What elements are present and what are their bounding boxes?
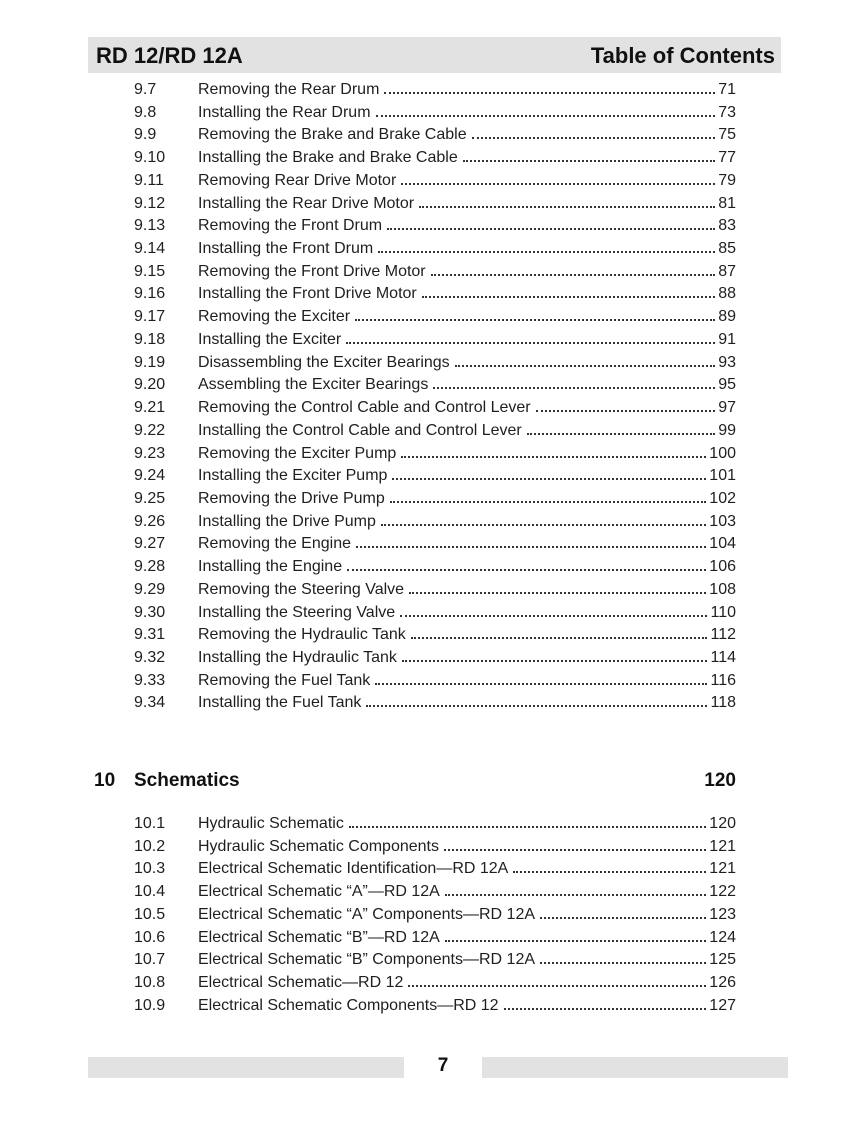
toc-entry-number: 10.7: [134, 951, 166, 969]
dot-leader: [401, 183, 715, 185]
toc-entry-number: 9.25: [134, 489, 166, 507]
toc-entry-title: Electrical Schematic—RD 12: [198, 974, 404, 992]
toc-entry-title: Removing the Exciter Pump: [198, 444, 397, 462]
dot-leader: [463, 160, 715, 162]
toc-entry-title: Installing the Drive Pump: [198, 512, 376, 530]
toc-entry-title: Installing the Hydraulic Tank: [198, 649, 397, 666]
toc-entry-number: 9.30: [134, 603, 166, 621]
toc-entry-title: Removing the Brake and Brake Cable: [198, 126, 467, 144]
toc-entry-title: Installing the Fuel Tank: [198, 694, 362, 712]
toc-entry-title: Removing the Front Drive Motor: [198, 262, 426, 280]
toc-entry-page: 71: [718, 81, 736, 98]
toc-entry[interactable]: [134, 102, 736, 124]
dot-leader: [392, 478, 706, 480]
toc-entry[interactable]: [134, 858, 736, 880]
toc-entry-page: 87: [718, 262, 736, 280]
toc-entry-page: 122: [709, 883, 736, 901]
dot-leader: [419, 206, 715, 208]
toc-entry-title: Electrical Schematic “A”—RD 12A: [198, 883, 440, 901]
chapter-page: 120: [704, 770, 736, 791]
dot-leader: [408, 985, 706, 987]
toc-entry-title: Installing the Rear Drive Motor: [198, 194, 415, 212]
header-bar: [88, 37, 781, 73]
toc-entry[interactable]: [134, 692, 736, 714]
toc-entry-title: Assembling the Exciter Bearings: [198, 376, 429, 394]
toc-entry-number: 9.8: [134, 103, 157, 121]
toc-entry[interactable]: [134, 533, 736, 555]
toc-entry-page: 118: [710, 694, 736, 712]
dot-leader: [472, 137, 716, 139]
dot-leader: [455, 365, 716, 367]
toc-entry-number: 10.9: [134, 996, 166, 1014]
dot-leader: [431, 274, 716, 276]
toc-entry[interactable]: [134, 904, 736, 926]
toc-entry-title: Installing the Exciter: [198, 330, 342, 348]
toc-entry-number: 9.14: [134, 240, 166, 258]
toc-entry-title: Installing the Exciter Pump: [198, 467, 388, 485]
toc-entry[interactable]: [134, 124, 736, 146]
toc-entry[interactable]: [134, 579, 736, 601]
toc-entry-number: 9.9: [134, 126, 157, 144]
toc-entry-number: 9.29: [134, 580, 166, 598]
toc-entry[interactable]: [134, 602, 736, 624]
toc-entry[interactable]: [134, 238, 736, 260]
toc-entry-title: Installing the Brake and Brake Cable: [198, 149, 458, 167]
toc-entry-title: Electrical Schematic Identification—RD 12A: [198, 860, 509, 878]
toc-entry-title: Removing Rear Drive Motor: [198, 171, 397, 189]
toc-entry-number: 10.2: [134, 837, 166, 855]
toc-entry[interactable]: [134, 170, 736, 192]
toc-entry-page: 120: [709, 815, 736, 832]
dot-leader: [356, 546, 706, 548]
toc-entry-title: Installing the Steering Valve: [198, 603, 396, 621]
toc-entry-title: Installing the Control Cable and Control Lever: [198, 421, 522, 439]
toc-entry-title: Removing the Engine: [198, 535, 351, 553]
toc-entry-title: Removing the Control Cable and Control Lever: [198, 399, 531, 417]
toc-entry-page: 93: [718, 353, 736, 371]
toc-entry-number: 9.10: [134, 149, 166, 167]
toc-entry-page: 114: [710, 649, 736, 666]
toc-entry-title: Disassembling the Exciter Bearings: [198, 353, 450, 371]
toc-entry[interactable]: [134, 836, 736, 858]
toc-entry-page: 104: [709, 535, 736, 553]
toc-entry-number: 10.8: [134, 974, 166, 992]
dot-leader: [411, 637, 708, 639]
toc-entry-title: Removing the Drive Pump: [198, 489, 385, 507]
toc-entry-page: 85: [718, 240, 736, 258]
toc-entry-title: Removing the Front Drum: [198, 217, 383, 235]
toc-entry-number: 10.5: [134, 905, 166, 923]
toc-entry-title: Removing the Steering Valve: [198, 580, 405, 598]
chapter-heading[interactable]: [94, 768, 736, 794]
toc-entry-number: 10.4: [134, 883, 166, 901]
page-number: 7: [437, 1055, 449, 1076]
dot-leader: [422, 296, 715, 298]
chapter-title: Schematics: [134, 770, 240, 791]
toc-entry[interactable]: [134, 881, 736, 903]
toc-entry[interactable]: [134, 329, 736, 351]
dot-leader: [409, 592, 706, 594]
toc-entry-title: Electrical Schematic “B”—RD 12A: [198, 928, 440, 946]
toc-entry[interactable]: [134, 193, 736, 215]
dot-leader: [433, 387, 715, 389]
toc-entry[interactable]: [134, 927, 736, 949]
dot-leader: [375, 683, 707, 685]
toc-entry-title: Hydraulic Schematic Components: [198, 837, 439, 855]
dot-leader: [536, 410, 716, 412]
toc-entry-page: 77: [718, 149, 736, 167]
toc-entry-page: 123: [709, 905, 736, 923]
toc-entry[interactable]: [134, 670, 736, 692]
toc-entry-number: 10.1: [134, 815, 166, 832]
toc-entry-page: 99: [718, 421, 736, 439]
dot-leader: [402, 660, 708, 662]
footer-bar-right: [482, 1057, 788, 1078]
toc-entry-number: 9.7: [134, 81, 157, 98]
dot-leader: [540, 962, 706, 964]
toc-entry-number: 10.6: [134, 928, 166, 946]
toc-entry-number: 9.20: [134, 376, 166, 394]
toc-entry[interactable]: [134, 488, 736, 510]
header-section-title: Table of Contents: [590, 43, 775, 68]
toc-entry-page: 95: [718, 376, 736, 394]
toc-entry-page: 125: [709, 951, 736, 969]
toc-entry-number: 9.22: [134, 421, 166, 439]
toc-entry-page: 124: [709, 928, 736, 946]
toc-entry-page: 102: [709, 489, 736, 507]
toc-entry-page: 108: [709, 580, 736, 598]
toc-entry-page: 127: [709, 996, 736, 1014]
dot-leader: [347, 569, 706, 571]
toc-entry-number: 9.18: [134, 330, 166, 348]
header-model: RD 12/RD 12A: [96, 43, 243, 68]
dot-leader: [384, 92, 715, 94]
toc-entry-number: 9.32: [134, 649, 166, 666]
toc-entry-title: Electrical Schematic “A” Components—RD 12A: [198, 905, 536, 923]
toc-entry[interactable]: [134, 995, 736, 1017]
toc-entry-page: 73: [718, 103, 736, 121]
dot-leader: [378, 251, 715, 253]
dot-leader: [400, 615, 707, 617]
toc-entry[interactable]: [134, 972, 736, 994]
toc-entry[interactable]: [134, 215, 736, 237]
toc-entry-number: 9.24: [134, 467, 166, 485]
toc-entry-page: 116: [710, 671, 736, 689]
toc-entry-page: 100: [709, 444, 736, 462]
toc-entry-page: 110: [710, 603, 736, 621]
toc-entry[interactable]: [134, 420, 736, 442]
toc-entry-page: 79: [718, 171, 736, 189]
dot-leader: [349, 826, 706, 828]
toc-entry-page: 75: [718, 126, 736, 144]
toc-entry-page: 101: [709, 467, 736, 485]
dot-leader: [504, 1008, 707, 1010]
dot-leader: [445, 894, 706, 896]
toc-entry-page: 83: [718, 217, 736, 235]
toc-entry-page: 89: [718, 308, 736, 326]
toc-entry-number: 9.13: [134, 217, 166, 235]
chapter-number: 10: [94, 770, 116, 791]
toc-entry[interactable]: [134, 261, 736, 283]
toc-entry[interactable]: [134, 283, 736, 305]
toc-entry[interactable]: [134, 397, 736, 419]
toc-entry[interactable]: [134, 79, 736, 101]
dot-leader: [381, 524, 706, 526]
footer-bar-left: [88, 1057, 404, 1078]
toc-entry-title: Installing the Front Drive Motor: [198, 285, 417, 303]
toc-entry-number: 9.16: [134, 285, 166, 303]
toc-entry[interactable]: [134, 147, 736, 169]
toc-entry-page: 121: [709, 837, 736, 855]
dot-leader: [346, 342, 715, 344]
toc-entry-title: Removing the Fuel Tank: [198, 671, 371, 689]
toc-entry-page: 106: [709, 558, 736, 576]
toc-entry-page: 81: [718, 194, 736, 212]
dot-leader: [376, 115, 716, 117]
toc-entry-number: 9.33: [134, 671, 166, 689]
dot-leader: [355, 319, 715, 321]
toc-entry-page: 91: [718, 330, 736, 348]
toc-entry-title: Removing the Exciter: [198, 308, 351, 326]
toc-entry-number: 9.28: [134, 558, 166, 576]
toc-entry-number: 9.12: [134, 194, 166, 212]
toc-entry[interactable]: [134, 306, 736, 328]
dot-leader: [366, 705, 707, 707]
toc-entry-number: 9.34: [134, 694, 166, 712]
toc-entry-number: 9.11: [134, 171, 164, 189]
toc-entry-page: 126: [709, 974, 736, 992]
toc-entry-title: Electrical Schematic “B” Components—RD 12A: [198, 951, 536, 969]
toc-entry[interactable]: [134, 647, 736, 669]
dot-leader: [390, 501, 707, 503]
toc-entry[interactable]: [134, 374, 736, 396]
toc-entry-page: 88: [718, 285, 736, 303]
toc-entry-number: 9.19: [134, 353, 166, 371]
toc-entry[interactable]: [134, 443, 736, 465]
toc-entry[interactable]: [134, 465, 736, 487]
toc-entry-title: Installing the Engine: [198, 558, 343, 576]
toc-entry-number: 10.3: [134, 860, 166, 878]
toc-entry[interactable]: [134, 949, 736, 971]
toc-entry[interactable]: [134, 813, 736, 835]
dot-leader: [513, 871, 706, 873]
dot-leader: [527, 433, 715, 435]
dot-leader: [445, 940, 706, 942]
toc-entry-number: 9.26: [134, 512, 166, 530]
toc-entry[interactable]: [134, 624, 736, 646]
toc-entry-number: 9.21: [134, 399, 166, 417]
toc-entry-title: Hydraulic Schematic: [198, 815, 344, 832]
dot-leader: [540, 917, 706, 919]
toc-entry-title: Removing the Rear Drum: [198, 81, 380, 98]
toc-entry-number: 9.27: [134, 535, 166, 553]
toc-entry-page: 121: [709, 860, 736, 878]
toc-entry[interactable]: [134, 511, 736, 533]
toc-entry-page: 97: [718, 399, 736, 417]
toc-entry-number: 9.15: [134, 262, 166, 280]
toc-entry[interactable]: [134, 556, 736, 578]
toc-entry[interactable]: [134, 352, 736, 374]
toc-entry-number: 9.31: [134, 626, 166, 644]
toc-entry-title: Electrical Schematic Components—RD 12: [198, 996, 499, 1014]
toc-entry-page: 103: [709, 512, 736, 530]
dot-leader: [401, 456, 706, 458]
toc-entry-title: Installing the Rear Drum: [198, 103, 371, 121]
toc-entry-page: 112: [710, 626, 736, 644]
toc-entry-title: Removing the Hydraulic Tank: [198, 626, 406, 644]
toc-entry-title: Installing the Front Drum: [198, 240, 374, 258]
dot-leader: [387, 228, 715, 230]
toc-entry-number: 9.23: [134, 444, 166, 462]
dot-leader: [444, 849, 706, 851]
toc-entry-number: 9.17: [134, 308, 166, 326]
